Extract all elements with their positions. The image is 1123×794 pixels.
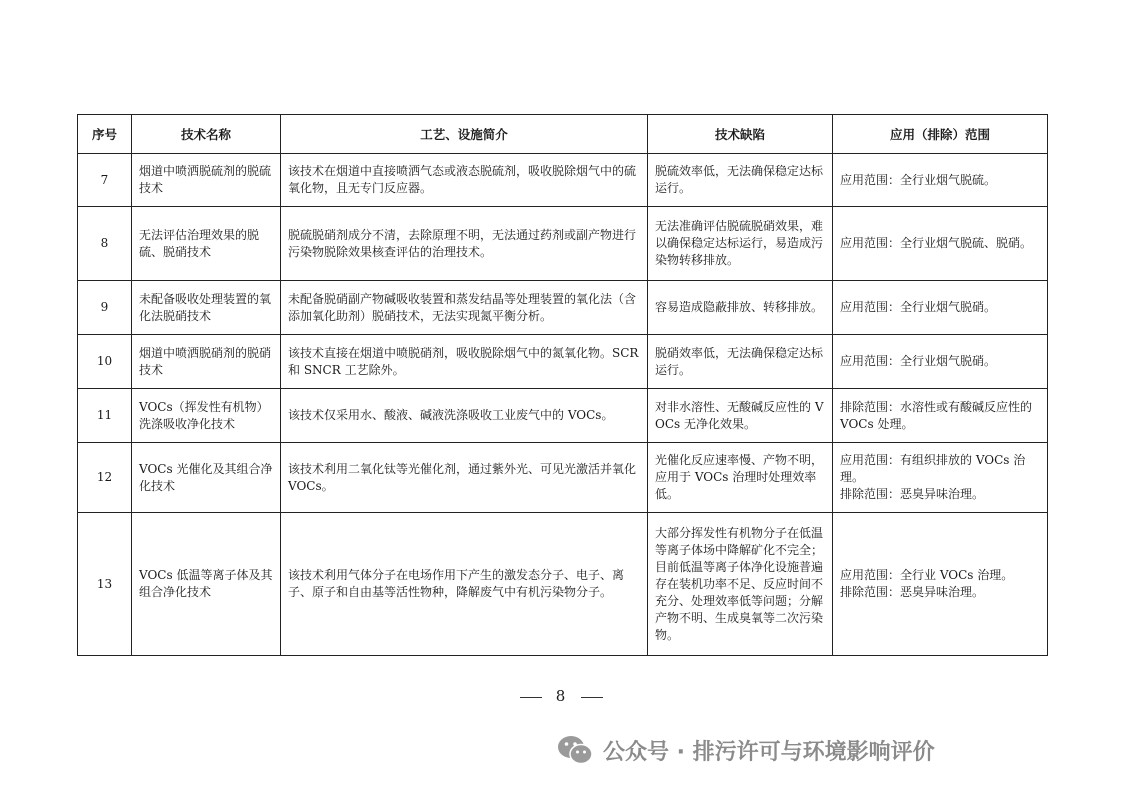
row-technical-defect: 大部分挥发性有机物分子在低温等离子体场中降解矿化不完全；目前低温等离子体净化设施普遍存在装机功率不足、反应时间不充分、处理效率低等问题；分解产物不明、生成臭氧等二次污染物。 xyxy=(648,513,833,656)
table-row xyxy=(78,154,1048,207)
row-technology-name: 烟道中喷洒脱硫剂的脱硫技术 xyxy=(132,154,281,207)
technology-table xyxy=(77,114,1048,656)
page-number xyxy=(0,687,1123,705)
watermark-text: 公众号 · 排污许可与环境影响评价 xyxy=(603,739,935,765)
page-number-value: 8 xyxy=(555,687,568,705)
row-process-intro: 该技术仅采用水、酸液、碱液洗涤吸收工业废气中的 VOCs。 xyxy=(281,389,648,443)
row-number: 8 xyxy=(78,207,132,281)
page-number-right-dash xyxy=(581,697,603,698)
row-number: 11 xyxy=(78,389,132,443)
row-number: 10 xyxy=(78,335,132,389)
row-process-intro: 脱硫脱硝剂成分不清，去除原理不明，无法通过药剂或副产物进行污染物脱除效果核查评估的治理技术。 xyxy=(281,207,648,281)
row-process-intro: 该技术利用二氧化钛等光催化剂，通过紫外光、可见光激活并氧化 VOCs。 xyxy=(281,443,648,513)
row-application-scope: 应用范围：有组织排放的 VOCs 治理。 排除范围：恶臭异味治理。 xyxy=(833,443,1048,513)
row-technology-name: 烟道中喷洒脱硝剂的脱硝技术 xyxy=(132,335,281,389)
table-row xyxy=(78,513,1048,656)
row-process-intro: 该技术在烟道中直接喷洒气态或液态脱硫剂，吸收脱除烟气中的硫氧化物，且无专门反应器。 xyxy=(281,154,648,207)
row-process-intro: 该技术直接在烟道中喷脱硝剂，吸收脱除烟气中的氮氧化物。SCR 和 SNCR 工艺除外。 xyxy=(281,335,648,389)
table-row xyxy=(78,281,1048,335)
wechat-icon xyxy=(557,735,593,765)
row-application-scope: 应用范围：全行业烟气脱硝。 xyxy=(833,281,1048,335)
row-application-scope: 应用范围：全行业烟气脱硫、脱硝。 xyxy=(833,207,1048,281)
table-row xyxy=(78,443,1048,513)
page-number-left-dash xyxy=(520,697,542,698)
header-application-scope: 应用（排除）范围 xyxy=(833,115,1048,154)
row-process-intro: 未配备脱硝副产物碱吸收装置和蒸发结晶等处理装置的氧化法（含添加氧化助剂）脱硝技术，无法实现氮平衡分析。 xyxy=(281,281,648,335)
table-row xyxy=(78,389,1048,443)
header-process-intro: 工艺、设施简介 xyxy=(281,115,648,154)
row-technology-name: VOCs 低温等离子体及其组合净化技术 xyxy=(132,513,281,656)
table-row xyxy=(78,207,1048,281)
row-technical-defect: 光催化反应速率慢、产物不明，应用于 VOCs 治理时处理效率低。 xyxy=(648,443,833,513)
table-row xyxy=(78,335,1048,389)
row-technical-defect: 对非水溶性、无酸碱反应性的 VOCs 无净化效果。 xyxy=(648,389,833,443)
header-serial-number: 序号 xyxy=(78,115,132,154)
row-process-intro: 该技术利用气体分子在电场作用下产生的激发态分子、电子、离子、原子和自由基等活性物种，降解废气中有机污染物分子。 xyxy=(281,513,648,656)
row-technical-defect: 脱硝效率低，无法确保稳定达标运行。 xyxy=(648,335,833,389)
row-technology-name: 无法评估治理效果的脱硫、脱硝技术 xyxy=(132,207,281,281)
row-number: 12 xyxy=(78,443,132,513)
row-application-scope: 排除范围：水溶性或有酸碱反应性的 VOCs 处理。 xyxy=(833,389,1048,443)
row-technical-defect: 脱硫效率低，无法确保稳定达标运行。 xyxy=(648,154,833,207)
row-application-scope: 应用范围：全行业烟气脱硫。 xyxy=(833,154,1048,207)
row-technology-name: VOCs 光催化及其组合净化技术 xyxy=(132,443,281,513)
table-header-row xyxy=(78,115,1048,154)
header-technology-name: 技术名称 xyxy=(132,115,281,154)
watermark xyxy=(557,730,935,770)
row-number: 7 xyxy=(78,154,132,207)
row-application-scope: 应用范围：全行业烟气脱硝。 xyxy=(833,335,1048,389)
row-number: 9 xyxy=(78,281,132,335)
row-technology-name: VOCs（挥发性有机物）洗涤吸收净化技术 xyxy=(132,389,281,443)
row-number: 13 xyxy=(78,513,132,656)
row-technology-name: 未配备吸收处理装置的氧化法脱硝技术 xyxy=(132,281,281,335)
row-technical-defect: 无法准确评估脱硫脱硝效果，难以确保稳定达标运行，易造成污染物转移排放。 xyxy=(648,207,833,281)
header-technical-defect: 技术缺陷 xyxy=(648,115,833,154)
row-technical-defect: 容易造成隐蔽排放、转移排放。 xyxy=(648,281,833,335)
document-table-container xyxy=(77,114,1047,656)
row-application-scope: 应用范围：全行业 VOCs 治理。 排除范围：恶臭异味治理。 xyxy=(833,513,1048,656)
